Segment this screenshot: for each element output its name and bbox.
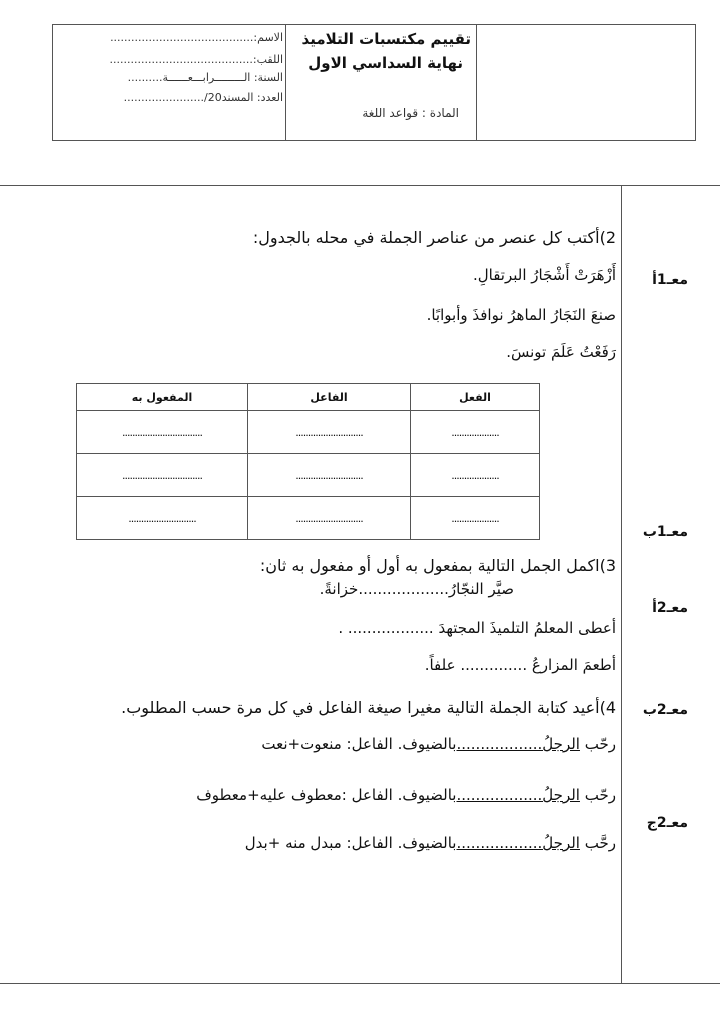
- criterion-2c: معـ2ج: [646, 815, 688, 831]
- q4-verb: رحّب: [584, 735, 616, 753]
- q4-item: [261, 735, 616, 753]
- q4-verb: رحّب: [584, 786, 616, 804]
- answer-blank[interactable]: ...........................: [77, 497, 248, 540]
- year-field: السنة: الـــــــــرابـــعــــــة..........: [127, 71, 283, 84]
- header-divider: [476, 25, 477, 140]
- answer-blank[interactable]: ...........................: [248, 497, 411, 540]
- q4-instruction: 4)أعيد كتابة الجملة التالية مغيرا صيغة الفاعل في كل مرة حسب المطلوب.: [121, 698, 616, 717]
- criterion-2a: معـ2أ: [652, 600, 688, 616]
- column-header: المفعول به: [77, 384, 248, 411]
- name-field: الاسم:.........................................: [110, 31, 283, 44]
- exam-subtitle: نهاية السداسي الاول: [308, 54, 463, 72]
- answer-blank[interactable]: ...................: [411, 411, 540, 454]
- q4-subject-blank[interactable]: الرجلُ..................: [456, 735, 580, 753]
- score-field: العدد: المسند20/.......................: [123, 91, 283, 104]
- q4-rest: بالضيوف. الفاعل :معطوف عليه+معطوف: [196, 786, 457, 804]
- q3-instruction: 3)اكمل الجمل التالية بمفعول به أول أو مفعول به ثان:: [259, 556, 616, 575]
- q4-subject-blank[interactable]: الرجلُ..................: [456, 834, 580, 852]
- header-box: [52, 24, 696, 141]
- subject-label: المادة : قواعد اللغة: [362, 106, 459, 120]
- criterion-2b: معـ2ب: [642, 702, 688, 718]
- q2-sentence: رَفَعْتُ عَلَمَ تونسَ.: [506, 343, 616, 361]
- q2-sentence: أَزْهَرَتْ أَشْجَارُ البرتقالِ.: [472, 266, 616, 284]
- q2-instruction: 2)أكتب كل عنصر من عناصر الجملة في محله بالجدول:: [252, 228, 616, 247]
- table-row: [77, 411, 540, 454]
- q2-sentence: صنعَ النَجَارُ الماهرُ نوافذَ وأبوابًا.: [426, 306, 616, 324]
- criteria-divider: [621, 186, 622, 983]
- answer-blank[interactable]: ...........................: [248, 411, 411, 454]
- answer-blank[interactable]: ................................: [77, 411, 248, 454]
- table-row: [77, 497, 540, 540]
- q4-subject-blank[interactable]: الرجلُ..................: [456, 786, 580, 804]
- q4-verb: رحَّب: [584, 834, 616, 852]
- answer-blank[interactable]: ...................: [411, 454, 540, 497]
- q4-rest: بالضيوف. الفاعل: مبدل منه +بدل: [244, 834, 457, 852]
- q3-sentence: أعطى المعلمُ التلميذَ المجتهدَ .................. .: [338, 619, 616, 637]
- column-header: الفعل: [411, 384, 540, 411]
- answer-blank[interactable]: ................................: [77, 454, 248, 497]
- surname-field: اللقب:.........................................: [109, 53, 283, 66]
- q4-item: [196, 786, 616, 804]
- header-divider: [285, 25, 286, 140]
- q3-sentence: صيَّر النجّارُ...................خزانةً.: [319, 580, 514, 598]
- column-header: الفاعل: [248, 384, 411, 411]
- q4-item: [245, 834, 616, 852]
- answer-table: [76, 383, 540, 540]
- q4-rest: بالضيوف. الفاعل: منعوت+نعت: [261, 735, 457, 753]
- criterion-1b: معـ1ب: [642, 524, 688, 540]
- exam-title: تقييم مكتسبات التلاميذ: [301, 30, 471, 48]
- answer-blank[interactable]: ...................: [411, 497, 540, 540]
- table-row: [77, 454, 540, 497]
- criterion-1a: معـ1أ: [652, 272, 688, 288]
- table-header-row: [77, 384, 540, 411]
- answer-blank[interactable]: ...........................: [248, 454, 411, 497]
- q3-sentence: أطعمَ المزارعُ .............. علفاً.: [424, 656, 616, 674]
